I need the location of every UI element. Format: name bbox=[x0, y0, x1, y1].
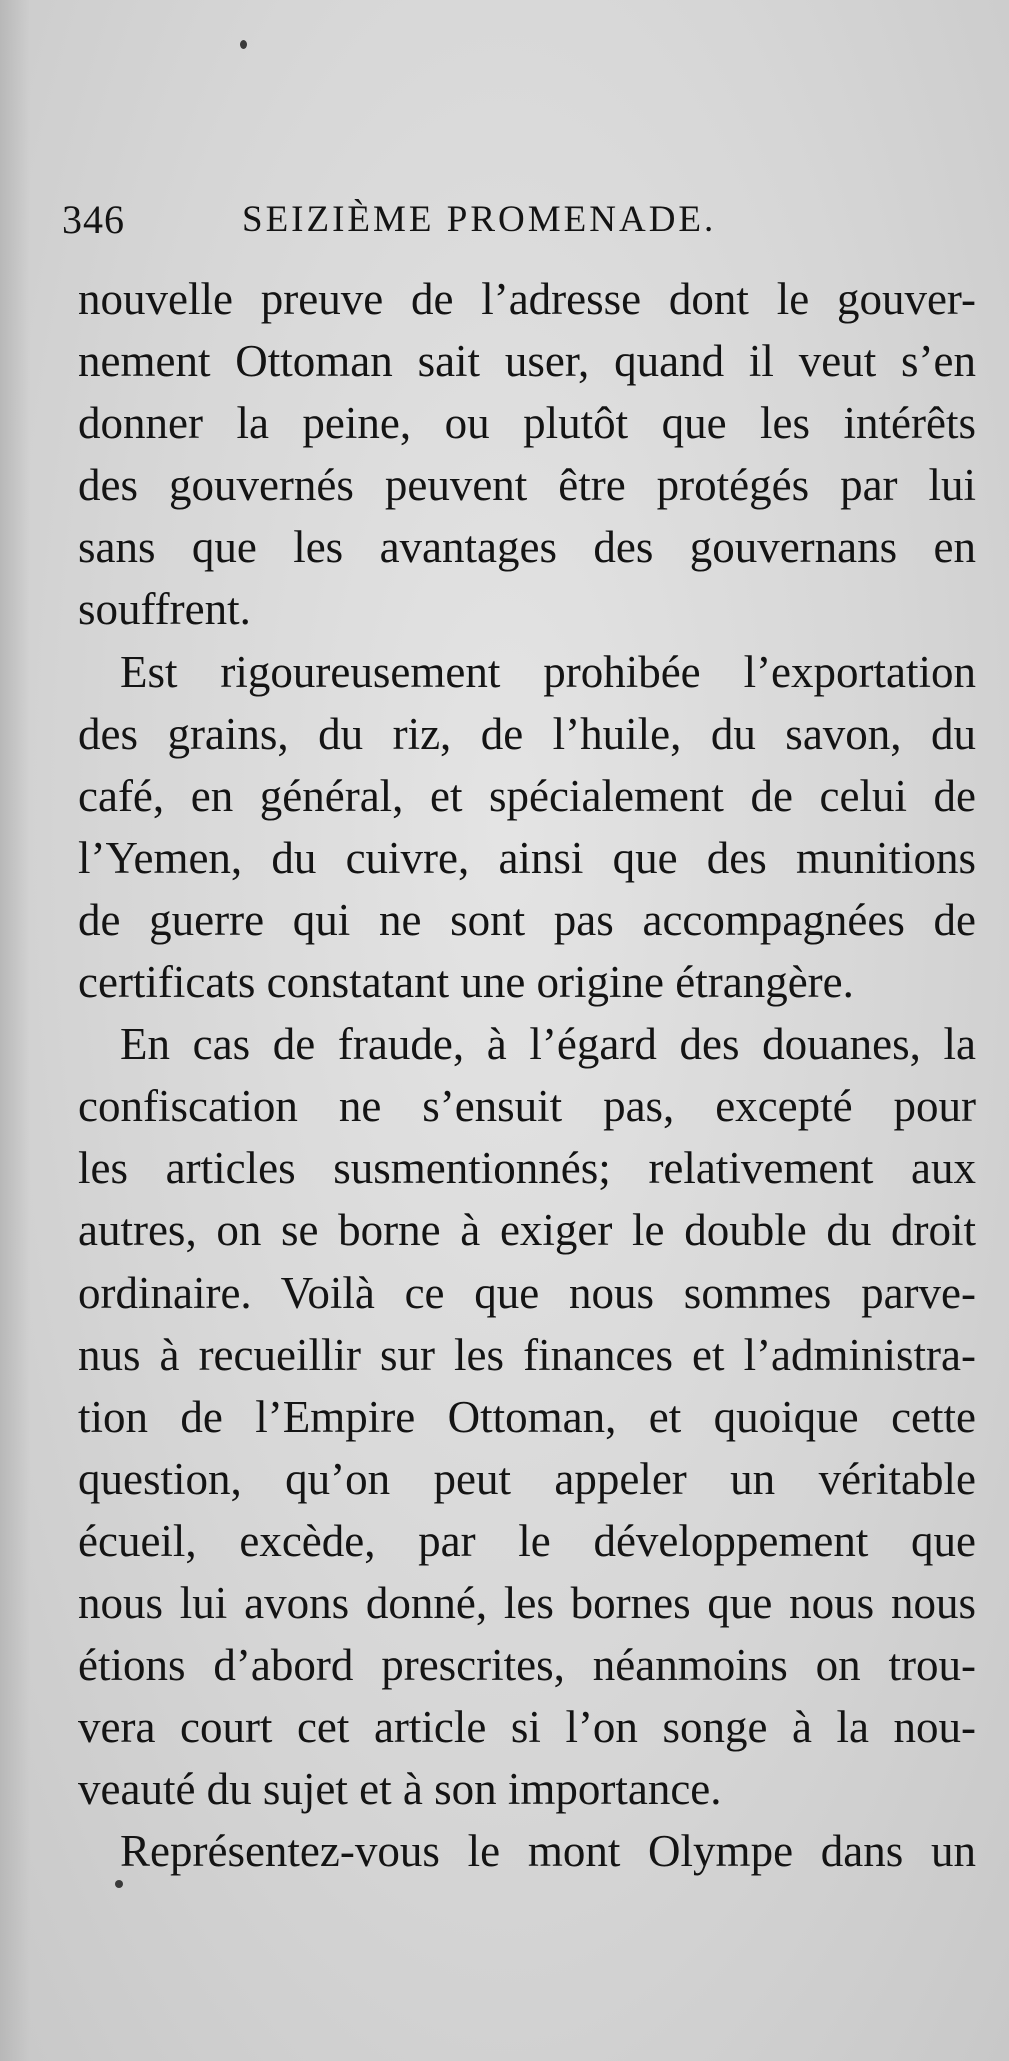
text-line: nouvelle preuve de l’adresse dont le gouver- bbox=[78, 274, 976, 324]
paragraph bbox=[78, 1013, 976, 1820]
text-line: autres, on se borne à exiger le double du droit bbox=[78, 1205, 976, 1256]
text-line: Est rigoureusement prohibée l’exportation bbox=[120, 646, 976, 697]
page-gutter-shadow bbox=[0, 0, 30, 2061]
body-text bbox=[78, 268, 976, 1882]
text-line: donner la peine, ou plutôt que les intérêts bbox=[78, 398, 976, 449]
paragraph bbox=[78, 268, 976, 641]
text-line: des gouvernés peuvent être protégés par lui bbox=[78, 460, 976, 511]
text-line: ordinaire. Voilà ce que nous sommes parve- bbox=[78, 1267, 976, 1318]
text-line: question, qu’on peut appeler un véritable bbox=[78, 1453, 976, 1504]
text-line: nous lui avons donné, les bornes que nous nous bbox=[78, 1577, 976, 1628]
text-line: des grains, du riz, de l’huile, du savon, du bbox=[78, 708, 976, 759]
text-line: nus à recueillir sur les finances et l’administra- bbox=[78, 1329, 976, 1380]
paragraph bbox=[78, 641, 976, 1014]
text-line: tion de l’Empire Ottoman, et quoique cette bbox=[78, 1391, 976, 1442]
ink-speck bbox=[240, 40, 247, 49]
text-line: étions d’abord prescrites, néanmoins on trou- bbox=[78, 1640, 976, 1691]
text-line: les articles susmentionnés; relativement aux bbox=[78, 1143, 976, 1194]
text-line: sans que les avantages des gouvernans en bbox=[78, 522, 976, 573]
text-line: souffrent. bbox=[78, 584, 251, 635]
text-line: l’Yemen, du cuivre, ainsi que des munitions bbox=[78, 832, 976, 883]
text-line: écueil, excède, par le développement que bbox=[78, 1515, 976, 1566]
text-line: certificats constatant une origine étrangère. bbox=[78, 957, 854, 1008]
text-line: café, en général, et spécialement de celui de bbox=[78, 770, 976, 821]
page-header bbox=[62, 196, 942, 252]
ink-speck bbox=[115, 1880, 123, 1888]
text-line: confiscation ne s’ensuit pas, excepté pour bbox=[78, 1081, 976, 1132]
running-head: SEIZIÈME PROMENADE. bbox=[242, 199, 717, 240]
text-line: veauté du sujet et à son importance. bbox=[78, 1764, 722, 1815]
text-line: vera court cet article si l’on songe à la nou- bbox=[78, 1702, 976, 1753]
text-line: En cas de fraude, à l’égard des douanes, la bbox=[120, 1019, 976, 1070]
text-line: de guerre qui ne sont pas accompagnées de bbox=[78, 894, 976, 945]
page-number: 346 bbox=[62, 197, 125, 242]
text-line: nement Ottoman sait user, quand il veut s’en bbox=[78, 336, 976, 387]
paragraph bbox=[78, 1820, 976, 1882]
text-line: Représentez-vous le mont Olympe dans un bbox=[120, 1826, 976, 1877]
